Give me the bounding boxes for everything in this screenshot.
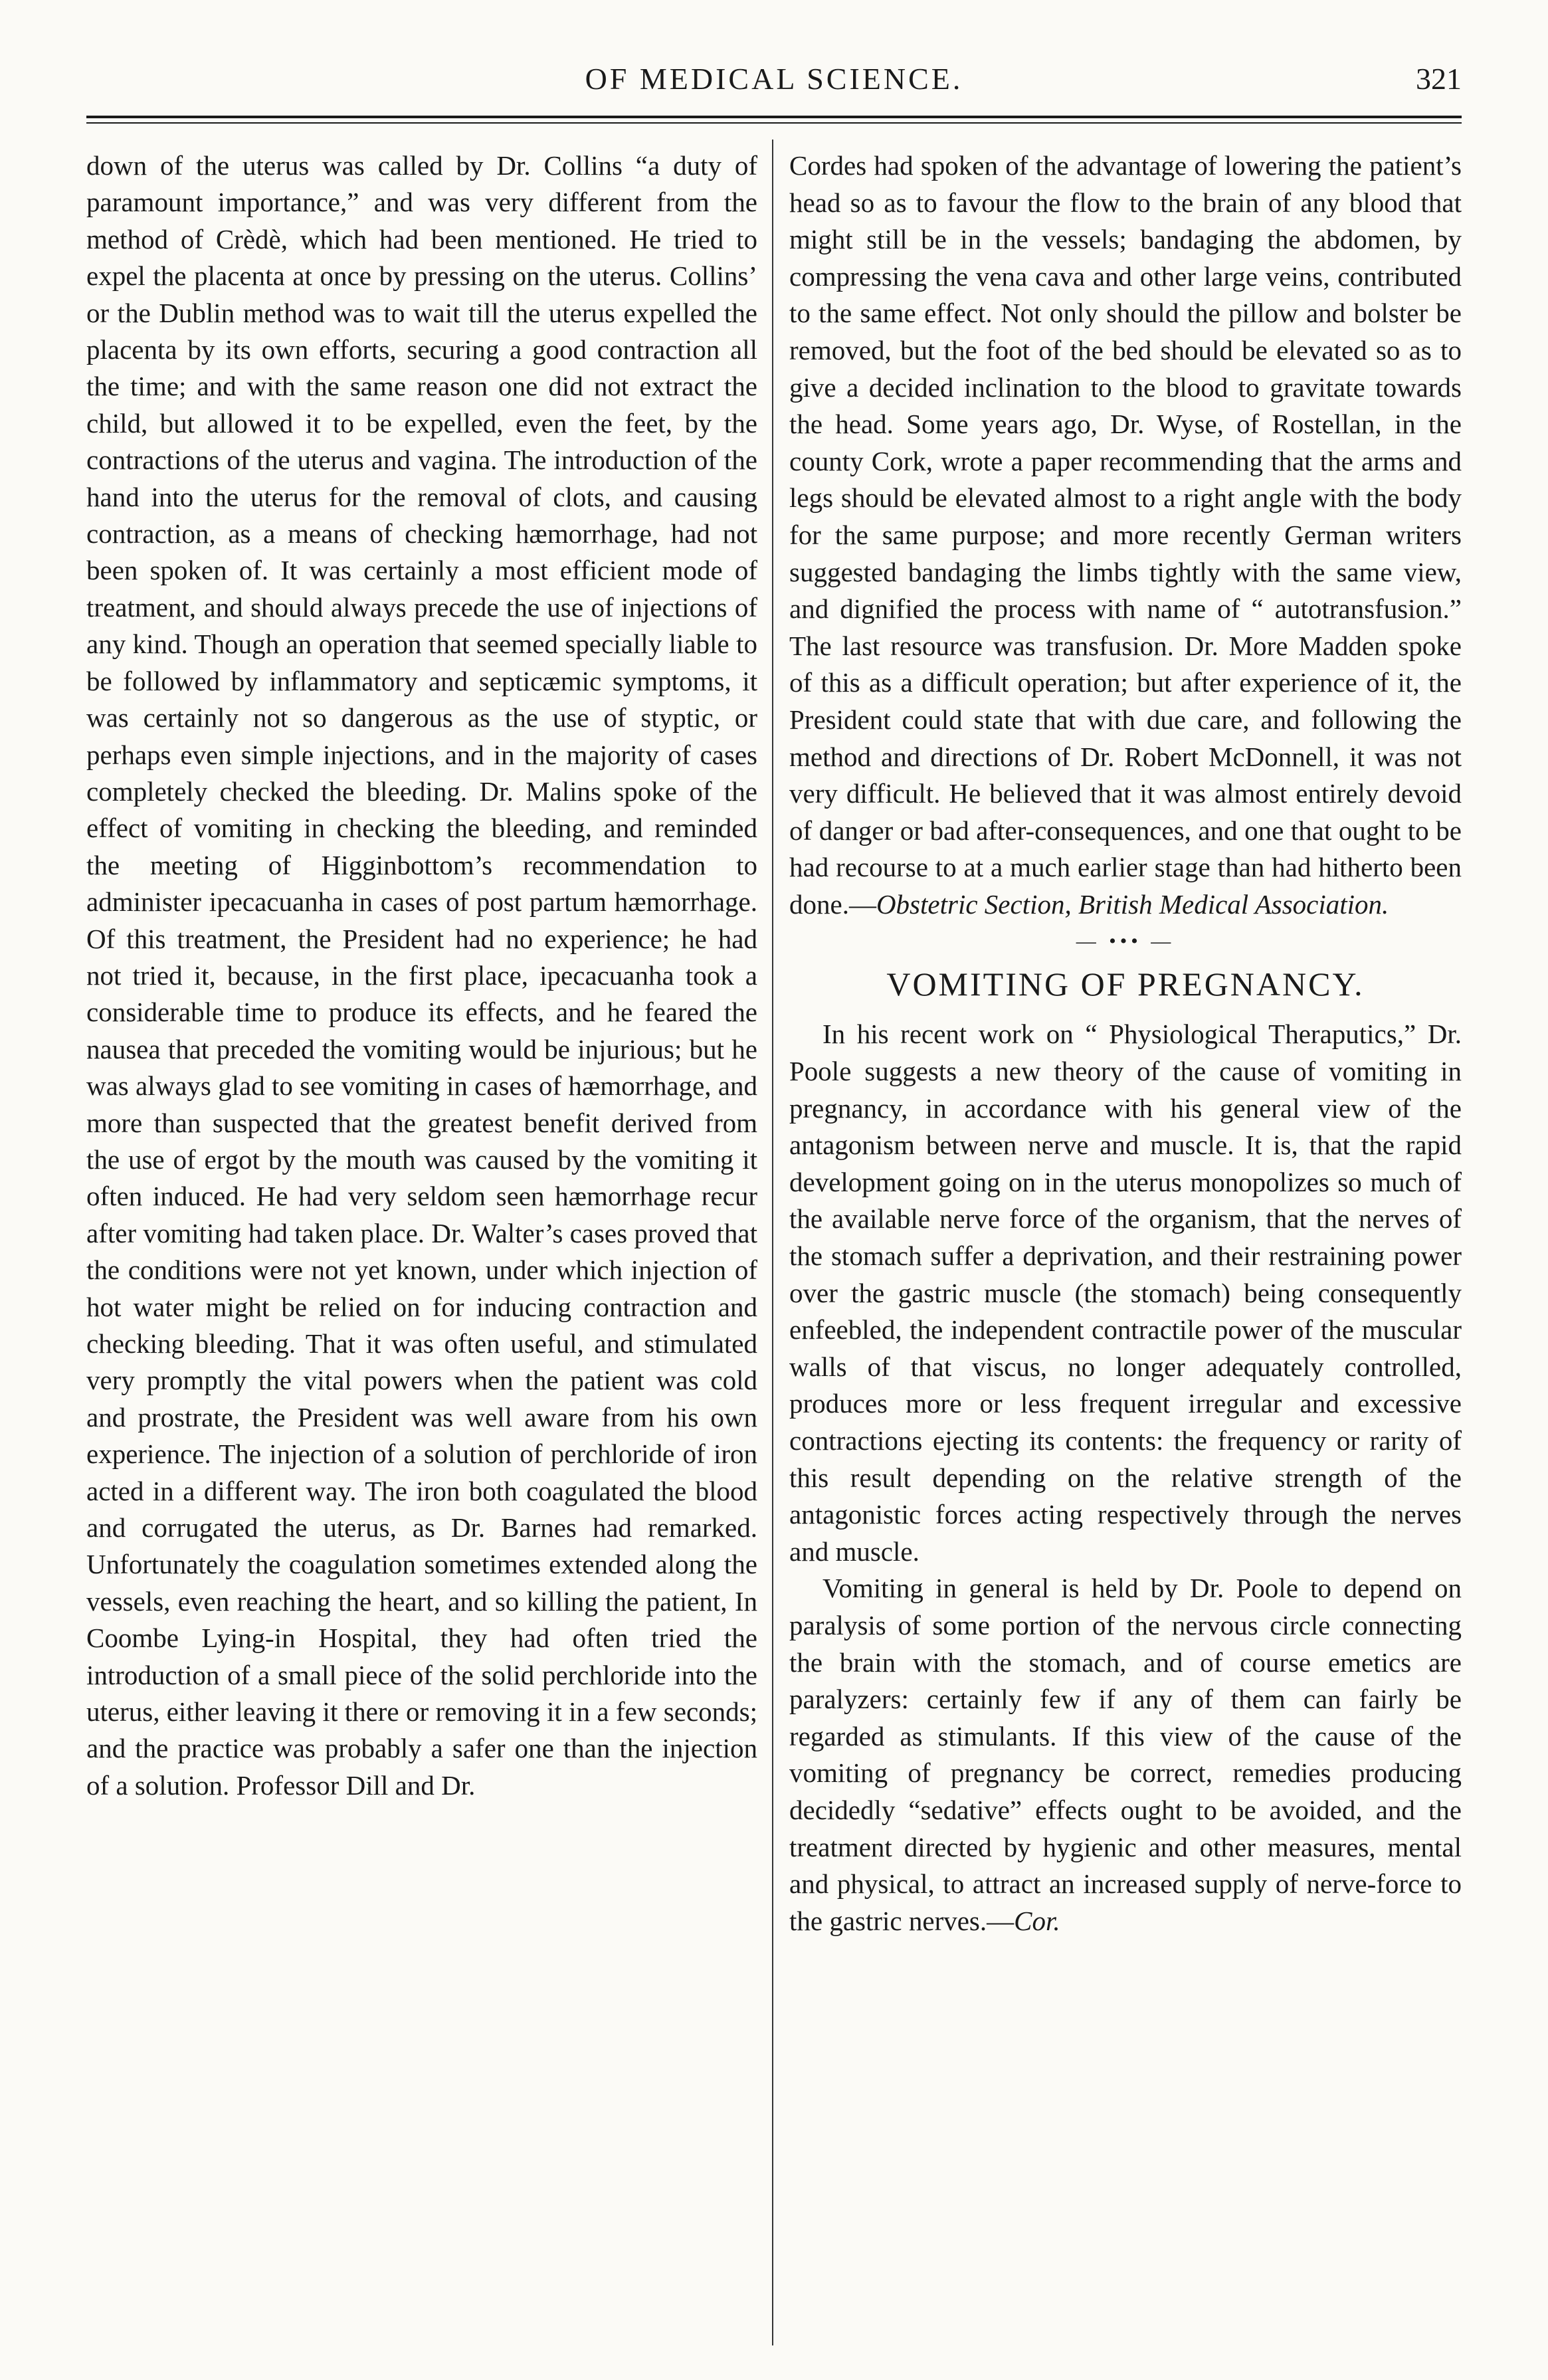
running-head xyxy=(86,61,1462,101)
section-ornament: — ••• — xyxy=(1076,930,1175,953)
continued-paragraph-text: Cordes had spoken of the advantage of lowering the patient’s head so as to favour the flow to the brain of any blood that might still be in the vessels; bandaging the abdomen, by compressing the vena cava and other large veins, contributed to the same effect. Not only should the pillow and bolster be removed, but the foot of the bed should be elevated so as to give a decided inclination to the blood to gravitate towards the head. Some years ago, Dr. Wyse, of Rostellan, in the county Cork, wrote a paper recommending that the arms and legs should be elevated almost to a right angle with the body for the same purpose; and more recently German writers suggested bandaging the limbs tightly with the same view, and dignified the process with name of “ autotransfusion.” The last resource was transfusion. Dr. More Madden spoke of this as a difficult operation; but after experience of it, the President could state that with due care, and following the method and directions of Dr. Robert McDonnell, it was not very difficult. He believed that it was almost entirely devoid of danger or bad after-consequences, and one that ought to be had recourse to at a much earlier stage than had hitherto been done.— xyxy=(789,150,1462,920)
header-rule-thin xyxy=(86,122,1462,124)
header-rule-thick xyxy=(86,116,1462,118)
article-paragraph-2-text: Vomiting in general is held by Dr. Poole to depend on paralysis of some portion of the nervous circle connecting the brain with the stomach, and of course emetics are paralyzers: certainly few if any of them can fairly be regarded as stimulants. If this view of the cause of the vomiting of pregnancy be correct, remedies producing decidedly “sedative” effects ought to be avoided, and the treatment directed by hygienic and other measures, mental and physical, to attract an increased supply of nerve-force to the gastric nerves.— xyxy=(789,1573,1462,1936)
source-citation: Obstetric Section, British Medical Association. xyxy=(876,888,1389,920)
page-number: 321 xyxy=(1416,62,1462,96)
article-paragraph-1: In his recent work on “ Physiological Theraputics,” Dr. Poole suggests a new theory of the cause of vomiting in pregnancy, in accordance with his general view of the antagonism between nerve and muscle. It is, that the rapid development going on in the uterus monopolizes so much of the available nerve force of the organism, that the nerves of the stomach suffer a deprivation, and their restraining power over the gastric muscle (the stomach) being consequently enfeebled, the independent contractile power of the muscular walls of that viscus, no longer adequately controlled, produces more or less frequent irregular and excessive contractions ejecting its contents: the frequency or rarity of this result depending on the relative strength of the antagonistic forces acting respectively through the nerves and muscle. xyxy=(789,1019,1462,1567)
column-divider xyxy=(772,140,773,2345)
section-heading: VOMITING OF PREGNANCY. xyxy=(886,965,1365,1003)
article-paragraph-2 xyxy=(789,1570,1462,1939)
article-source: Cor. xyxy=(1014,1905,1060,1936)
left-column xyxy=(86,148,757,1804)
running-title: OF MEDICAL SCIENCE. xyxy=(585,62,963,96)
continued-paragraph xyxy=(789,148,1462,923)
left-column-text: down of the uterus was called by Dr. Collins “a duty of paramount importance,” and was very different from the method of Crèdè, which had been mentioned. He tried to expel the placenta at once by pressing on the uterus. Collins’ or the Dublin method was to wait till the uterus expelled the placenta by its own efforts, securing a good contraction all the time; and with the same reason one did not extract the child, but allowed it to be expelled, even the feet, by the contractions of the uterus and vagina. The introduction of the hand into the uterus for the removal of clots, and causing contraction, as a means of checking hæmorrhage, had not been spoken of. It was certainly a most efficient mode of treatment, and should always precede the use of injections of any kind. Though an operation that seemed specially liable to be followed by inflammatory and septicæmic symptoms, it was certainly not so dangerous as the use of styptic, or perhaps even simple injections, and in the majority of cases completely checked the bleeding. Dr. Malins spoke of the effect of vomiting in checking the bleeding, and reminded the meeting of Higginbottom’s recommendation to administer ipecacuanha in cases of post partum hæmorrhage. Of this treatment, the President had no experience; he had not tried it, because, in the first place, ipecacuanha took a considerable time to produce its effects, and he feared the nausea that preceded the vomiting would be injurious; but he was always glad to see vomiting in cases of hæmorrhage, and more than suspected that the greatest benefit derived from the use of ergot by the mouth was caused by the vomiting it often induced. He had very seldom seen hæmorrhage recur after vomiting had taken place. Dr. Walter’s cases proved that the conditions were not yet known, under which injection of hot water might be relied on for inducing contraction and checking bleeding. That it was often useful, and stimulated very promptly the vital powers when the patient was cold and prostrate, the President was well aware from his own experience. The injection of a solution of perchloride of iron acted in a different way. The iron both coagulated the blood and corrugated the uterus, as Dr. Barnes had remarked. Unfortunately the coagulation sometimes extended along the vessels, even reaching the heart, and so killing the patient, In Coombe Lying-in Hospital, they had often tried the introduction of a small piece of the solid perchloride into the uterus, either leaving it there or removing it in a few seconds; and the practice was probably a safer one than the injection of a solution. Professor Dill and Dr. xyxy=(86,150,757,1801)
right-column xyxy=(789,148,1462,1939)
